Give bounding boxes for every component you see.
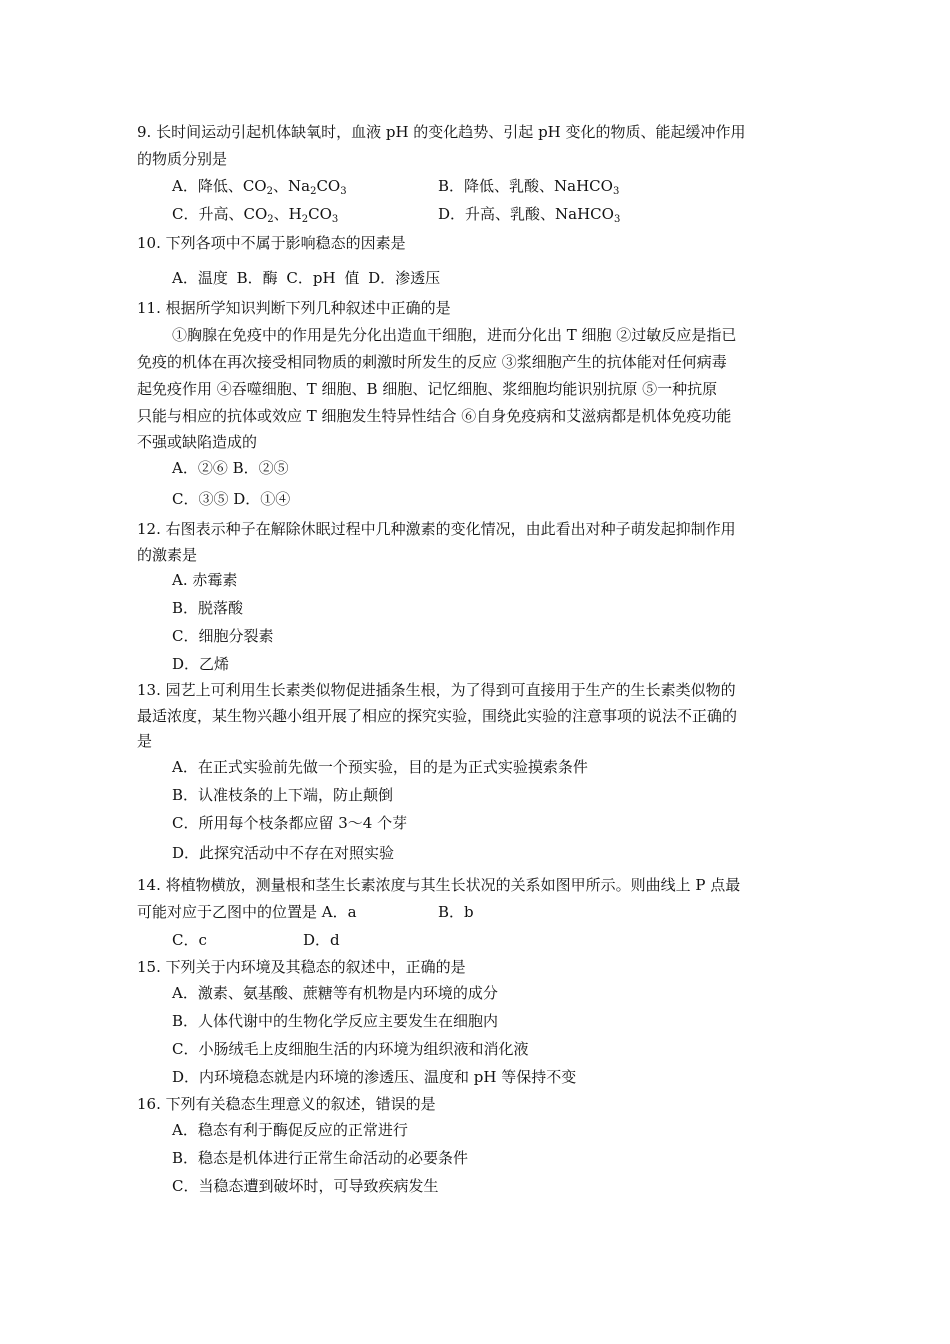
q11-text-line: ①胸腺在免疫中的作用是先分化出造血干细胞，进而分化出 T 细胞 ②过敏反应是指已 (172, 326, 737, 344)
q12-option-c: C．细胞分裂素 (172, 627, 274, 645)
q9-option-a: A．降低、$CO_2$、$Na_2CO_3$ (172, 177, 347, 197)
q14-option-d: D．d (303, 931, 340, 949)
q11-options-row1: A．②⑥ B．②⑤ (172, 459, 289, 477)
q9-option-c: C．升高、$CO_2$、$H_2CO_3$ (172, 205, 339, 225)
q13-option-b: B．认准枝条的上下端，防止颠倒 (172, 786, 394, 804)
q11-options-row2: C．③⑤ D．①④ (172, 490, 291, 508)
q11-text-line: 免疫的机体在再次接受相同物质的刺激时所发生的反应 ③浆细胞产生的抗体能对任何病毒 (137, 353, 727, 371)
q9-option-d: D．升高、乳酸、NaHCO$_3$ (438, 205, 621, 225)
q13-option-a: A．在正式实验前先做一个预实验，目的是为正式实验摸索条件 (172, 758, 588, 776)
q16-option-b: B．稳态是机体进行正常生命活动的必要条件 (172, 1149, 469, 1167)
q13-stem-line2: 最适浓度，某生物兴趣小组开展了相应的探究实验，围绕此实验的注意事项的说法不正确的 (137, 707, 738, 725)
q14-stem-line2: 可能对应于乙图中的位置是 A．a (137, 903, 357, 921)
q12-option-a: A. 赤霉素 (172, 571, 238, 589)
q13-option-c: C．所用每个枝条都应留 3～4 个芽 (172, 814, 408, 832)
q12-stem-line2: 的激素是 (137, 546, 198, 564)
q15-option-c: C．小肠绒毛上皮细胞生活的内环境为组织液和消化液 (172, 1040, 529, 1058)
q10-stem: 10. 下列各项中不属于影响稳态的因素是 (137, 234, 406, 252)
q11-text-line: 不强或缺陷造成的 (137, 433, 258, 451)
q16-option-c: C．当稳态遭到破坏时，可导致疾病发生 (172, 1177, 439, 1195)
q12-option-d: D．乙烯 (172, 655, 230, 673)
q10-options: A．温度 B．酶 C．pH 值 D．渗透压 (172, 269, 441, 287)
q15-stem: 15. 下列关于内环境及其稳态的叙述中，正确的是 (137, 958, 466, 976)
q14-option-c: C．c (172, 931, 207, 949)
q14-stem-line1: 14. 将植物横放，测量根和茎生长素浓度与其生长状况的关系如图甲所示。则曲线上 P 点最 (137, 876, 741, 894)
q12-option-b: B．脱落酸 (172, 599, 244, 617)
q15-option-d: D．内环境稳态就是内环境的渗透压、温度和 pH 等保持不变 (172, 1068, 577, 1086)
q14-option-b: B．b (438, 903, 474, 921)
q9-option-b: B．降低、乳酸、NaHCO$_3$ (438, 177, 620, 197)
q13-stem-line3: 是 (137, 732, 153, 750)
q15-option-a: A．激素、氨基酸、蔗糖等有机物是内环境的成分 (172, 984, 498, 1002)
q13-stem-line1: 13. 园艺上可利用生长素类似物促进插条生根，为了得到可直接用于生产的生长素类似物的 (137, 681, 736, 699)
q12-stem-line1: 12. 右图表示种子在解除休眠过程中几种激素的变化情况，由此看出对种子萌发起抑制作用 (137, 520, 736, 538)
q16-option-a: A．稳态有利于酶促反应的正常进行 (172, 1121, 408, 1139)
q16-stem: 16. 下列有关稳态生理意义的叙述，错误的是 (137, 1095, 436, 1113)
q11-text-line: 起免疫作用 ④吞噬细胞、T 细胞、B 细胞、记忆细胞、浆细胞均能识别抗原 ⑤一种抗原 (137, 380, 718, 398)
q9-stem-line2: 的物质分别是 (137, 150, 228, 168)
q9-stem-line1: 9. 长时间运动引起机体缺氧时，血液 pH 的变化趋势、引起 pH 变化的物质、能起缓冲作用 (137, 123, 746, 141)
q11-text-line: 只能与相应的抗体或效应 T 细胞发生特异性结合 ⑥自身免疫病和艾滋病都是机体免疫功能 (137, 407, 732, 425)
q13-option-d: D．此探究活动中不存在对照实验 (172, 844, 395, 862)
q15-option-b: B．人体代谢中的生物化学反应主要发生在细胞内 (172, 1012, 499, 1030)
q11-stem: 11. 根据所学知识判断下列几种叙述中正确的是 (137, 299, 451, 317)
